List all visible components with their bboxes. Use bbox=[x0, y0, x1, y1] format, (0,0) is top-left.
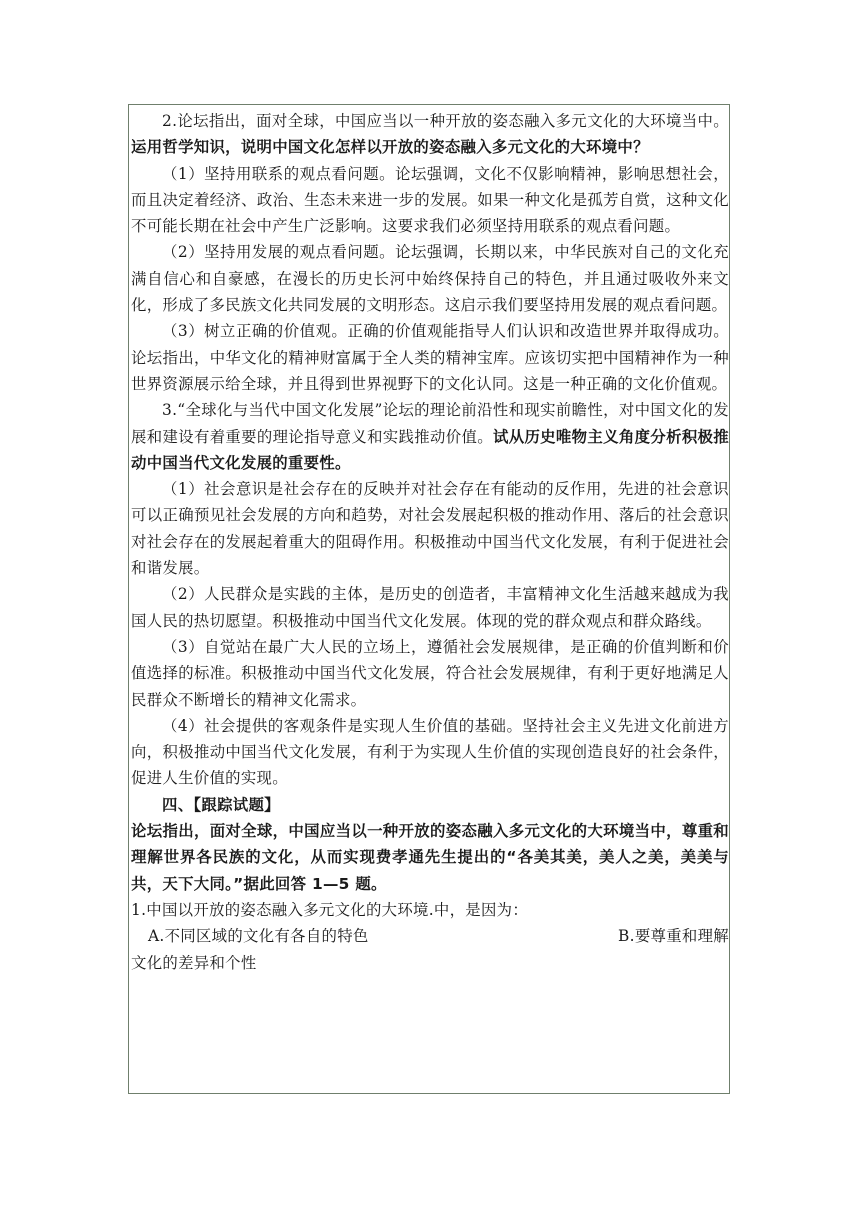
section-4-stem: 论坛指出，面对全球，中国应当以一种开放的姿态融入多元文化的大环境当中，尊重和理解世界各民族的文化，从而实现费孝通先生提出的“各美其美，美人之美，美美与共，天下大同。”据此回答 1—5 题。 bbox=[131, 822, 729, 893]
q3-answer-4: （4）社会提供的客观条件是实现人生价值的基础。坚持社会主义先进文化前进方向，积极推动中国当代文化发展，有利于为实现人生价值的实现创造良好的社会条件，促进人生价值的实现。 bbox=[131, 716, 729, 788]
question-2-intro: 2.论坛指出，面对全球，中国应当以一种开放的姿态融入多元文化的大环境当中。 bbox=[162, 112, 729, 130]
q2-answer-1: （1）坚持用联系的观点看问题。论坛强调，文化不仅影响精神，影响思想社会，而且决定着经济、政治、生态未来进一步的发展。如果一种文化是孤芳自赏，这种文化不可能长期在社会中产生广泛影响。这要求我们必须坚持用联系的观点看问题。 bbox=[131, 164, 729, 236]
q2-answer-3: （3）树立正确的价值观。正确的价值观能指导人们认识和改造世界并取得成功。论坛指出，中华文化的精神财富属于全人类的精神宝库。应该切实把中国精神作为一种世界资源展示给全球，并且得到世界视野下的文化认同。这是一种正确的文化价值观。 bbox=[131, 322, 729, 393]
q3-answer-2: （2）人民群众是实践的主体，是历史的创造者，丰富精神文化生活越来越成为我国人民的热切愿望。积极推动中国当代文化发展。体现的党的群众观点和群众路线。 bbox=[131, 585, 729, 630]
option-b: B.要尊重和理解 bbox=[618, 927, 729, 946]
option-a: A.不同区域的文化有各自的特色 bbox=[148, 927, 369, 946]
question-2 bbox=[131, 108, 729, 161]
q3-answer-3: （3）自觉站在最广大人民的立场上，遵循社会发展规律，是正确的价值判断和价值选择的标准。积极推动中国当代文化发展，符合社会发展规律，有利于更好地满足人民群众不断增长的精神文化需求。 bbox=[131, 637, 729, 709]
options-row bbox=[131, 923, 729, 949]
question-3-intro: 3.“全球化与当代中国文化发展”论坛的理论前沿性和现实前瞻性，对中国文化的发展和建设有着重要的理论指导意义和实践推动价值。 bbox=[131, 401, 729, 446]
question-3-prompt: 试从历史唯物主义角度分析积极推动中国当代文化发展的重要性。 bbox=[131, 427, 729, 472]
answer-content bbox=[131, 108, 729, 976]
question-2-prompt: 运用哲学知识，说明中国文化怎样以开放的姿态融入多元文化的大环境中？ bbox=[131, 138, 649, 157]
question-3 bbox=[131, 397, 729, 476]
q2-answer-2: （2）坚持用发展的观点看问题。论坛强调，长期以来，中华民族对自己的文化充满自信心和自豪感，在漫长的历史长河中始终保持自己的特色，并且通过吸收外来文化，形成了多民族文化共同发展的文明形态。这启示我们要坚持用发展的观点看问题。 bbox=[131, 243, 729, 315]
q3-answer-1: （1）社会意识是社会存在的反映并对社会存在有能动的反作用，先进的社会意识可以正确预见社会发展的方向和趋势，对社会发展起积极的推动作用、落后的社会意识对社会存在的发展起着重大的阻碍作用。积极推动中国当代文化发展，有利于促进社会和谐发展。 bbox=[131, 480, 729, 578]
section-4-heading: 四、【跟踪试题】 bbox=[162, 795, 280, 814]
option-b-continued: 文化的差异和个性 bbox=[131, 953, 257, 972]
tracking-question-1: 1.中国以开放的姿态融入多元文化的大环境.中，是因为： bbox=[131, 900, 529, 919]
